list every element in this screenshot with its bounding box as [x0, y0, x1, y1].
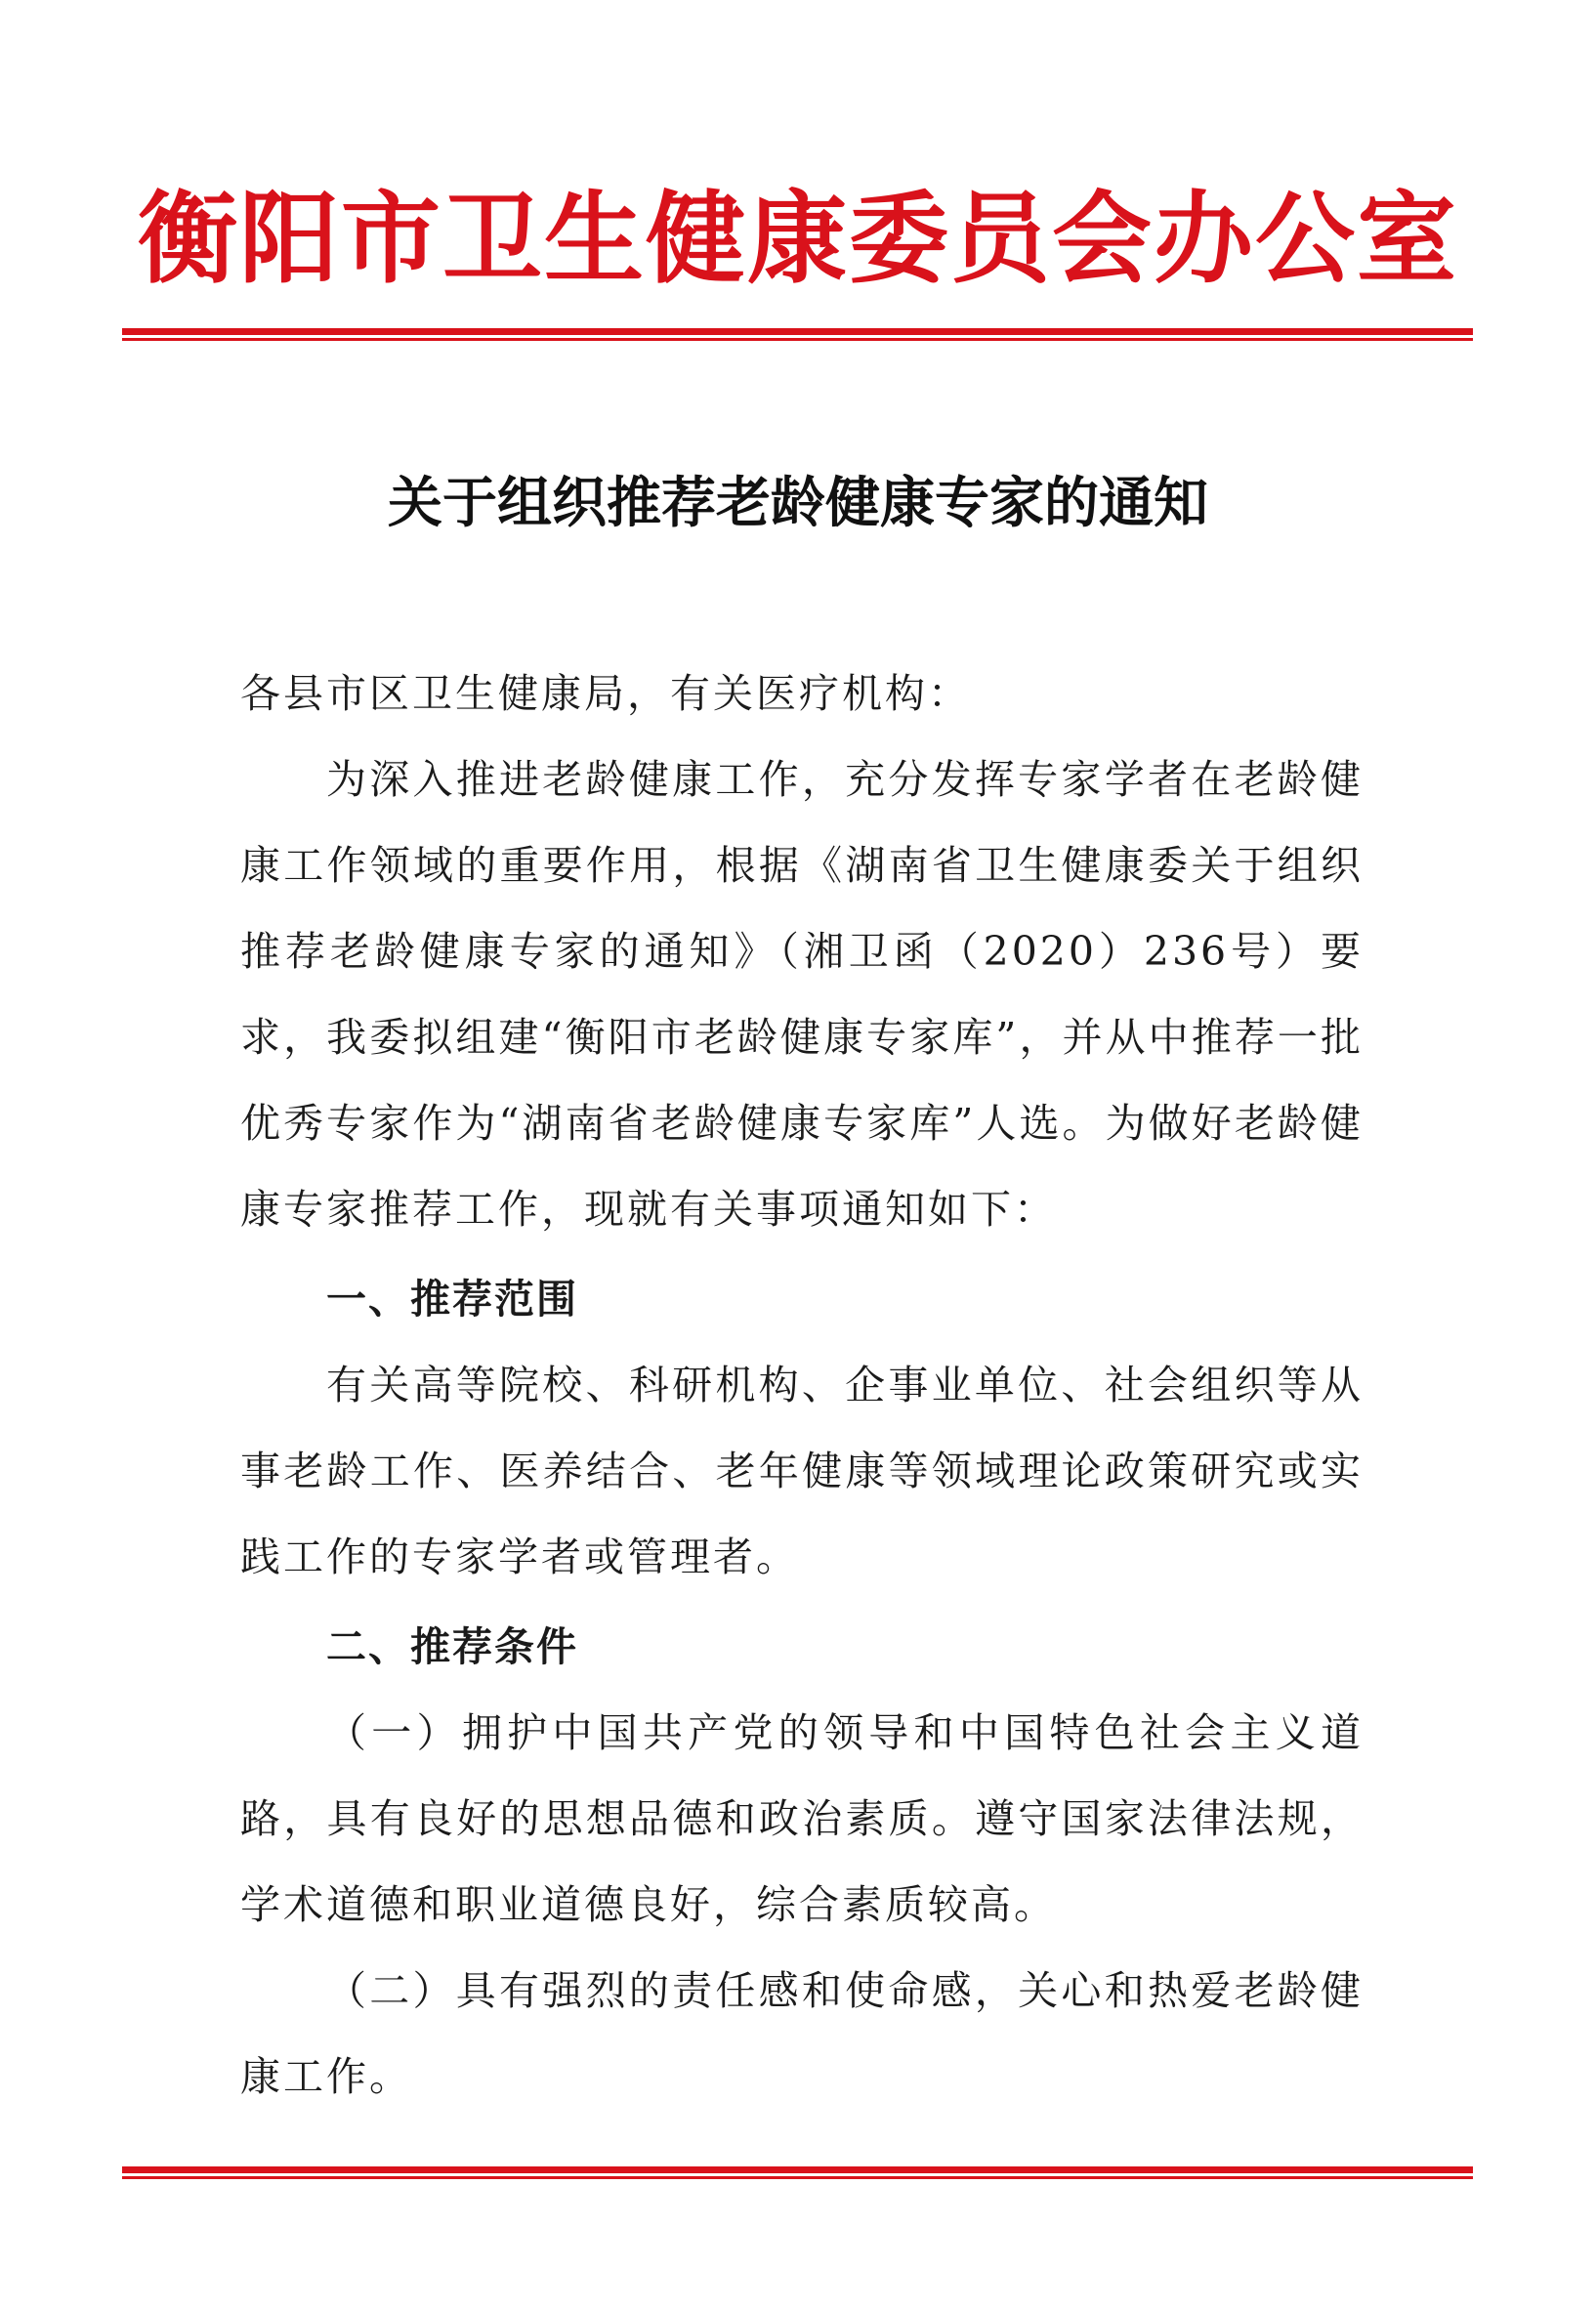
header-divider-thin: [122, 338, 1473, 341]
footer-divider-thick: [122, 2166, 1473, 2173]
footer-divider-thin: [122, 2176, 1473, 2179]
section2-item2: （二）具有强烈的责任感和使命感，关心和热爱老龄健康工作。: [240, 1967, 1364, 2100]
intro-paragraph: 为深入推进老龄健康工作，充分发挥专家学者在老龄健康工作领域的重要作用，根据《湖南省卫生健康委关于组织推荐老龄健康专家的通知》（湘卫函（2020）236号）要求，我委拟组建“衡阳市老龄健康专家库”，并从中推荐一批优秀专家作为“湖南省老龄健康专家库”人选。为做好老龄健康专家推荐工作，现就有关事项通知如下：: [240, 756, 1364, 1233]
section2-item1: （一）拥护中国共产党的领导和中国特色社会主义道路，具有良好的思想品德和政治素质。遵守国家法律法规，学术道德和职业道德良好，综合素质较高。: [240, 1709, 1364, 1928]
salutation: 各县市区卫生健康局，有关医疗机构：: [240, 670, 971, 717]
section1-text: 有关高等院校、科研机构、企事业单位、社会组织等从事老龄工作、医养结合、老年健康等领域理论政策研究或实践工作的专家学者或管理者。: [240, 1362, 1364, 1580]
header-divider: [122, 328, 1473, 341]
section2-heading: 二、推荐条件: [326, 1623, 578, 1670]
document-title: 关于组织推荐老龄健康专家的通知: [388, 472, 1208, 535]
org-header: 衡阳市卫生健康委员会办公室: [138, 181, 1458, 298]
header-divider-thick: [122, 328, 1473, 335]
footer-divider: [122, 2166, 1473, 2179]
section1-heading: 一、推荐范围: [326, 1276, 578, 1323]
document-body: [240, 651, 1364, 2120]
